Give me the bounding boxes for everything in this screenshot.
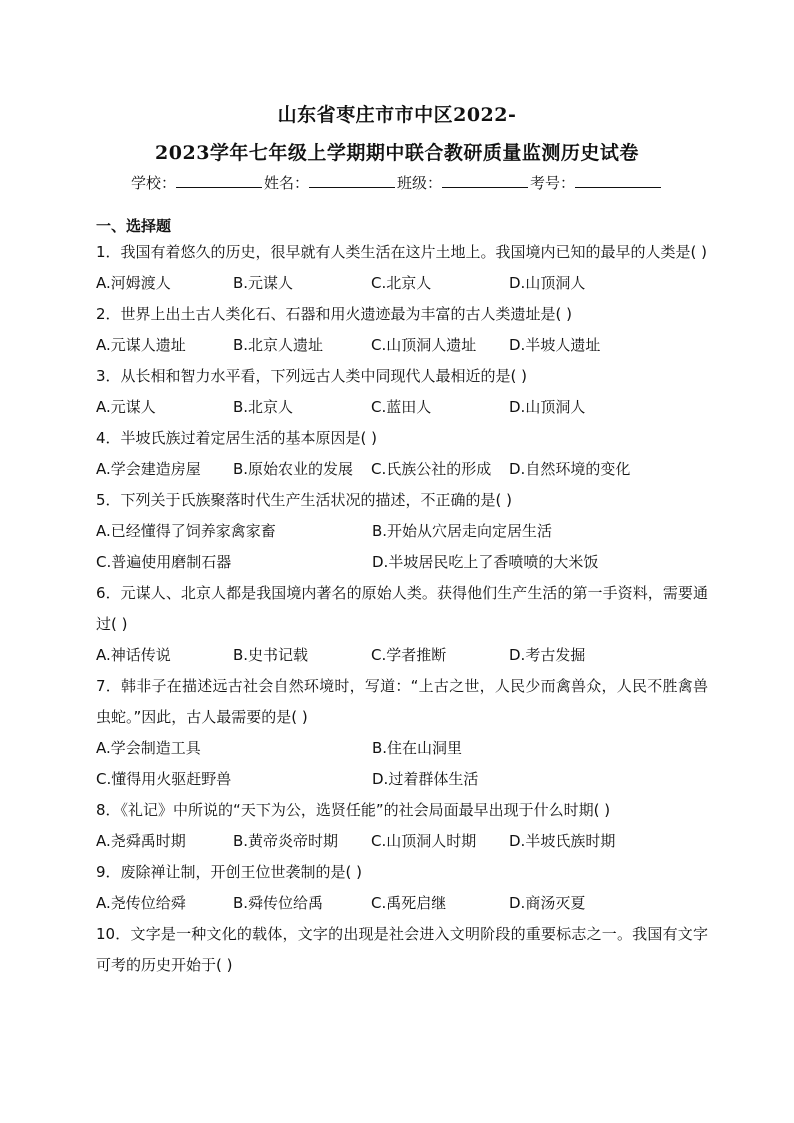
question-2-options bbox=[96, 330, 708, 361]
option-c: C.山顶洞人遗址 bbox=[371, 336, 477, 354]
question-8-text: 8．《礼记》中所说的“天下为公，选贤任能”的社会局面最早出现于什么时期( ) bbox=[96, 801, 611, 819]
school-blank[interactable] bbox=[176, 173, 262, 188]
exam-no-blank[interactable] bbox=[575, 173, 661, 188]
option-b: B.北京人遗址 bbox=[233, 336, 324, 354]
question-4-text: 4．半坡氏族过着定居生活的基本原因是( ) bbox=[96, 429, 378, 447]
question-5-options bbox=[96, 516, 708, 578]
option-d: D.半坡居民吃上了香喷喷的大米饭 bbox=[372, 553, 599, 571]
question-9-options bbox=[96, 888, 708, 919]
option-d: D.自然环境的变化 bbox=[509, 460, 631, 478]
option-a: A.元谋人 bbox=[96, 398, 156, 416]
name-label: 姓名： bbox=[263, 174, 309, 192]
option-d: D.考古发掘 bbox=[509, 646, 586, 664]
question-6-text: 6．元谋人、北京人都是我国境内著名的原始人类。获得他们生产生活的第一手资料，需要通过( ) bbox=[96, 584, 708, 633]
question-10-text: 10．文字是一种文化的载体，文字的出现是社会进入文明阶段的重要标志之一。我国有文字可考的历史开始于( ) bbox=[96, 925, 708, 974]
option-b: B.北京人 bbox=[233, 398, 294, 416]
student-info-row bbox=[0, 172, 794, 193]
option-a: A.神话传说 bbox=[96, 646, 171, 664]
option-c: C.北京人 bbox=[371, 274, 432, 292]
question-7-text: 7．韩非子在描述远古社会自然环境时，写道：“上古之世，人民少而禽兽众，人民不胜禽兽虫蛇。”因此，古人最需要的是( ) bbox=[96, 677, 708, 726]
option-d: D.半坡氏族时期 bbox=[509, 832, 616, 850]
option-c: C.懂得用火驱赶野兽 bbox=[96, 770, 232, 788]
option-d: D.半坡人遗址 bbox=[509, 336, 601, 354]
question-1-text: 1．我国有着悠久的历史，很早就有人类生活在这片土地上。我国境内已知的最早的人类是( ) bbox=[96, 243, 708, 261]
option-b: B.开始从穴居走向定居生活 bbox=[372, 522, 553, 540]
question-4-options bbox=[96, 454, 708, 485]
option-b: B.原始农业的发展 bbox=[233, 460, 354, 478]
question-1-options bbox=[96, 268, 708, 299]
question-3-options bbox=[96, 392, 708, 423]
option-c: C.禹死启继 bbox=[371, 894, 447, 912]
option-c: C.蓝田人 bbox=[371, 398, 432, 416]
option-c: C.山顶洞人时期 bbox=[371, 832, 477, 850]
exam-no-label: 考号： bbox=[530, 174, 576, 192]
option-d: D.商汤灭夏 bbox=[509, 894, 586, 912]
option-a: A.河姆渡人 bbox=[96, 274, 171, 292]
question-6-options bbox=[96, 640, 708, 671]
name-blank[interactable] bbox=[309, 173, 395, 188]
option-a: A.尧传位给舜 bbox=[96, 894, 186, 912]
option-b: B.住在山洞里 bbox=[372, 739, 463, 757]
question-8-options bbox=[96, 826, 708, 857]
option-b: B.元谋人 bbox=[233, 274, 294, 292]
option-a: A.元谋人遗址 bbox=[96, 336, 186, 354]
option-a: A.尧舜禹时期 bbox=[96, 832, 186, 850]
option-c: C.学者推断 bbox=[371, 646, 447, 664]
option-b: B.舜传位给禹 bbox=[233, 894, 324, 912]
question-5-text: 5．下列关于氏族聚落时代生产生活状况的描述，不正确的是( ) bbox=[96, 491, 513, 509]
section-title: 一、选择题 bbox=[96, 217, 172, 235]
class-label: 班级： bbox=[397, 174, 443, 192]
question-area bbox=[96, 215, 708, 981]
option-a: A.学会制造工具 bbox=[96, 739, 201, 757]
option-c: C.氏族公社的形成 bbox=[371, 460, 492, 478]
question-2-text: 2．世界上出土古人类化石、石器和用火遗迹最为丰富的古人类遗址是( ) bbox=[96, 305, 573, 323]
option-d: D.山顶洞人 bbox=[509, 274, 586, 292]
option-d: D.山顶洞人 bbox=[509, 398, 586, 416]
option-a: A.学会建造房屋 bbox=[96, 460, 201, 478]
exam-title-line1: 山东省枣庄市市中区2022- bbox=[277, 104, 517, 126]
option-b: B.黄帝炎帝时期 bbox=[233, 832, 339, 850]
class-blank[interactable] bbox=[442, 173, 528, 188]
option-a: A.已经懂得了饲养家禽家畜 bbox=[96, 522, 276, 540]
option-d: D.过着群体生活 bbox=[372, 770, 479, 788]
option-b: B.史书记载 bbox=[233, 646, 309, 664]
school-label: 学校： bbox=[130, 174, 176, 192]
option-c: C.普遍使用磨制石器 bbox=[96, 553, 232, 571]
question-7-options bbox=[96, 733, 708, 795]
question-3-text: 3．从长相和智力水平看，下列远古人类中同现代人最相近的是( ) bbox=[96, 367, 528, 385]
exam-title-line2: 2023学年七年级上学期期中联合教研质量监测历史试卷 bbox=[155, 142, 639, 164]
question-9-text: 9．废除禅让制，开创王位世袭制的是( ) bbox=[96, 863, 363, 881]
